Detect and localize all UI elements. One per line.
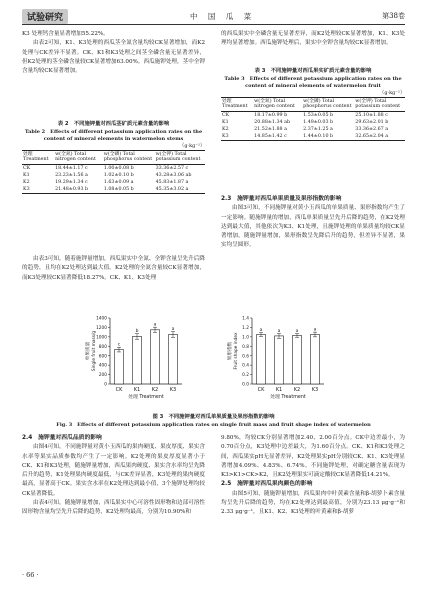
- chart-panel-fruit-mass: [84, 316, 182, 400]
- paragraph: 由表3可知，随着施钾量增加，西瓜果实中全氮、全钾含量呈先升后降的趋势，且均在K2处理达到最大值。K2处理的全氮含量较CK显著增加，而K3处理较CK显著降低18.27%。CK、K1、K3处理: [22, 256, 205, 281]
- table-cell: K1: [23, 172, 30, 178]
- section-tag: 试验研究: [22, 9, 68, 24]
- right-column-mid: [221, 195, 405, 251]
- bar: [293, 335, 302, 384]
- journal-title: 中 国 瓜 菜: [190, 12, 256, 21]
- y-tick-label: 0.6: [242, 354, 249, 360]
- header-rule: [22, 24, 405, 25]
- table-cell: 33.36±2.57 c: [155, 165, 189, 171]
- table-cell: 20.88±1.34 ab: [254, 119, 291, 125]
- table-2: [22, 150, 205, 195]
- table-cell: 23.23±1.56 a: [55, 172, 88, 178]
- paragraph: K3 处理钙含量显著增加55.22%。: [22, 31, 109, 37]
- x-tick-label: K2: [293, 387, 301, 393]
- table-2-title-cn: 表 2 不同施钾量对西瓜茎矿质元素含量的影响: [57, 121, 170, 127]
- x-tick-label: K2: [151, 387, 159, 393]
- table-3-block: [221, 68, 405, 141]
- table-cell: K2: [23, 179, 30, 185]
- column-header: w(全磷) Total phosphorus content: [302, 97, 354, 112]
- table-cell: K1: [222, 119, 229, 125]
- significance-letter: a: [277, 329, 281, 335]
- bar: [275, 336, 284, 384]
- bar: [257, 335, 266, 385]
- column-header: w(全磷) Total phosphorus content: [103, 150, 155, 165]
- significance-letter: a: [153, 322, 157, 328]
- table-2-block: [22, 121, 205, 194]
- bar: [133, 336, 142, 384]
- table-cell: 33.36±2.67 a: [355, 126, 389, 132]
- y-tick-label: 1000: [96, 335, 107, 341]
- table-cell: CK: [23, 165, 31, 171]
- table-row: [22, 179, 205, 186]
- table-row: [221, 133, 405, 140]
- volume-label: 第38卷: [382, 12, 405, 20]
- y-tick-label: 0.2: [242, 373, 249, 379]
- y-tick-label: 800: [98, 344, 107, 350]
- bar: [115, 350, 124, 384]
- column-header: 处理 Treatment: [22, 150, 54, 165]
- y-tick-label: 0.0: [242, 382, 249, 388]
- table-cell: 21.52±1.88 a: [254, 126, 287, 132]
- section-heading: 2.5 施钾量对西瓜果肉颜色的影响: [221, 481, 313, 488]
- y-axis-label-cn: 果形指数: [228, 341, 233, 361]
- table-cell: K3: [22, 186, 54, 193]
- y-tick-label: 0.4: [242, 363, 249, 369]
- y-tick-label: 1200: [96, 326, 107, 332]
- significance-letter: b: [135, 329, 139, 335]
- column-header: w(全钾) Total potassium content: [354, 97, 405, 112]
- y-axis-label-en: Fruit shape index: [234, 332, 239, 370]
- table-cell: 19.29±1.34 c: [55, 179, 88, 185]
- column-header: w(全氮) Total nitrogen content: [54, 150, 103, 165]
- bar: [169, 335, 178, 385]
- y-tick-label: 1.2: [242, 326, 249, 332]
- bar: [311, 335, 320, 385]
- paragraph: 由图3可知，不同施钾量对黄小玉西瓜的单果质量、果形指数均产生了一定影响。随施钾量的增加，西瓜单果质量呈先升后降的趋势，在K2处理达到最大值，其他依次为K3、K1处理，且施钾处理的单果质量均较CK显著增加。随施钾量增加，果形指数呈先降后升的趋势，但差异不显著，果实均呈圆形。: [221, 205, 405, 249]
- y-tick-label: 0.8: [242, 344, 249, 350]
- y-tick-label: 1.0: [242, 335, 249, 341]
- table-cell: 14.85±1.42 c: [253, 133, 302, 140]
- table-cell: 1.63±0.09 a: [103, 179, 134, 185]
- table-header-row: [22, 150, 205, 165]
- table-row: [22, 186, 205, 193]
- significance-letter: a: [171, 327, 175, 333]
- x-tick-label: K3: [169, 387, 177, 393]
- x-tick-label: K3: [311, 387, 319, 393]
- table-header-row: [221, 97, 405, 112]
- figure-3-chart: [80, 312, 348, 408]
- significance-letter: a: [295, 329, 299, 335]
- x-axis-label: 处理 Treatment: [270, 395, 306, 400]
- left-column-top: [22, 30, 205, 76]
- table-cell: 2.37±1.25 a: [303, 126, 333, 132]
- y-tick-label: 0: [104, 382, 107, 388]
- table-cell: 1.44±0.10 b: [302, 133, 354, 140]
- table-cell: 1.02±0.10 b: [103, 172, 134, 178]
- significance-letter: c: [117, 342, 121, 348]
- chart-panel-shape-index: [226, 316, 324, 400]
- table-cell: 1.53±0.05 b: [303, 112, 334, 118]
- table-cell: 43.28±3.06 ab: [155, 172, 192, 178]
- paragraph: 由表4可知，随施钾量增加，西瓜果实中心可溶性固形物和边部可溶性固形物含量均呈先升后降的趋势，K2处理均最高，分别为10.90%和: [22, 500, 205, 516]
- table-cell: 21.48±0.93 b: [54, 186, 103, 193]
- right-column-top: [221, 30, 405, 49]
- significance-letter: a: [259, 328, 263, 334]
- table-2-title-en: Table 2 Effects of different potassium application rates on the content of mineral elements in watermelon stems: [24, 128, 203, 142]
- table-cell: 1.49±0.03 b: [303, 119, 334, 125]
- right-column-bottom: [221, 434, 405, 518]
- y-tick-label: 1400: [96, 316, 107, 322]
- column-header: w(全氮) Total nitrogen content: [253, 97, 302, 112]
- table-row: [22, 172, 205, 179]
- paragraph: 由图5可知，随施钾量增加，西瓜果肉中叶黄素含量和β-胡萝卜素含量均呈先升后降的趋势，均在K2处理达到最高值，分别为23.13 μg·g⁻¹和2.33 μg·g⁻¹，且K1、K2、K3处理的叶黄素和β-胡萝: [221, 490, 405, 516]
- table-cell: 45.35±3.02 a: [155, 186, 205, 193]
- table-row: [221, 119, 405, 126]
- table-3-unit: （g·kg⁻¹）: [379, 89, 405, 96]
- table-cell: 1.08±0.05 b: [103, 186, 155, 193]
- significance-letter: a: [313, 327, 317, 333]
- y-tick-label: 400: [98, 363, 107, 369]
- table-cell: 18.17±0.99 b: [254, 112, 288, 118]
- x-axis-label: 处理 Treatment: [128, 395, 164, 400]
- y-tick-label: 1.4: [242, 316, 249, 322]
- table-cell: 25.10±1.88 c: [355, 112, 388, 118]
- table-row: [221, 112, 405, 119]
- table-cell: 18.44±1.17 c: [55, 165, 88, 171]
- figure-3: [80, 312, 348, 408]
- page-number: · 66 ·: [22, 571, 39, 579]
- left-column-bottom: [22, 434, 205, 518]
- paragraph: 由表2可知，K1、K3处理的西瓜茎全氮含量均较CK显著增加，而K2处理与CK差异不显著。CK、K1和K3处理之间茎全磷含量无显著差异，但K2处理的茎全磷含量较CK显著增加63.00%。西瓜施钾处理，茎中全钾含量均较CK显著增加。: [22, 40, 205, 75]
- y-tick-label: 200: [98, 373, 107, 379]
- left-column-mid: [22, 255, 205, 283]
- table-2-unit: （g·kg⁻¹）: [179, 142, 205, 149]
- section-heading: 2.4 施钾量对西瓜品质的影响: [22, 435, 102, 441]
- y-axis-label-cn: 单果质量: [86, 341, 91, 361]
- table-cell: K3: [221, 133, 253, 140]
- table-cell: 32.65±2.04 a: [354, 133, 405, 140]
- section-heading: 2.3 施钾量对西瓜单果质量及果形指数的影响: [221, 196, 342, 202]
- paragraph: 的西瓜果实中全磷含量无显著差异，而K2处理较CK显著增加，K1、K3处理均显著增加。西瓜施钾处理后，果实中全钾含量均较CK显著增加。: [221, 31, 405, 47]
- column-header: 处理 Treatment: [221, 97, 253, 112]
- table-cell: CK: [222, 112, 230, 118]
- x-tick-label: CK: [115, 387, 123, 393]
- y-axis-label-en: Single fruit mass/g: [92, 330, 97, 372]
- x-tick-label: K1: [133, 387, 141, 393]
- table-cell: 29.63±2.01 b: [355, 119, 389, 125]
- table-3: [221, 97, 405, 142]
- table-3-title-cn: 表 3 不同施钾量对西瓜果实矿质元素含量的影响: [254, 68, 372, 74]
- paragraph: 9.80%，均较CK分别显著增加2.40、2.00百分点。CK中边差最小，为0.70百分点，K3处理中边差最大，为1.60百分点。CK、K1和K3处理之间，西瓜果实pH无显著差异，K2处理果实pH分别较CK、K1、K3处理显著增加4.09%、4.83%、6.74%。不同施钾处理，对确定糖含量表现为K3>K1>CK>K2，且K2处理果实可滴定酸较CK显著降低14.21%。: [221, 435, 405, 479]
- x-tick-label: K1: [275, 387, 283, 393]
- y-tick-label: 600: [98, 354, 107, 360]
- figure-3-caption-en: Fig. 3 Effects of different potassium application rates on single fruit mass and fruit shape index of watermelon: [56, 421, 371, 428]
- table-cell: K2: [222, 126, 229, 132]
- figure-3-caption-cn: 图 3 不同施钾量对西瓜单果质量及果形指数的影响: [152, 414, 275, 420]
- figure-caption: [22, 414, 405, 429]
- table-3-title-en: Table 3 Effects of different potassium application rates on the content of mineral elements of watermelon fruit: [224, 75, 402, 89]
- bar: [151, 330, 160, 384]
- column-header: w(全钾) Total potassium content: [155, 150, 205, 165]
- table-cell: 45.83±1.87 a: [155, 179, 189, 185]
- table-cell: 1.00±0.08 b: [103, 165, 134, 171]
- table-row: [221, 126, 405, 133]
- table-row: [22, 165, 205, 172]
- x-tick-label: CK: [257, 387, 265, 393]
- paragraph: 由图4可知，不同施钾量对黄小玉西瓜的果肉硬度、果皮厚度、果实含水率等果实品质参数均产生了一定影响。K2处理的果皮厚度显著小于CK、K1和K3处理，随施钾量增加，西瓜果肉硬度、果实含水率均呈先降后升的趋势，K1处理果肉硬度最低，与CK差异显著，K3处理的果肉硬度最高，显著高于CK。果实含水率在K2处理达到最小值，3个施钾处理均较CK显著降低。: [22, 444, 205, 497]
